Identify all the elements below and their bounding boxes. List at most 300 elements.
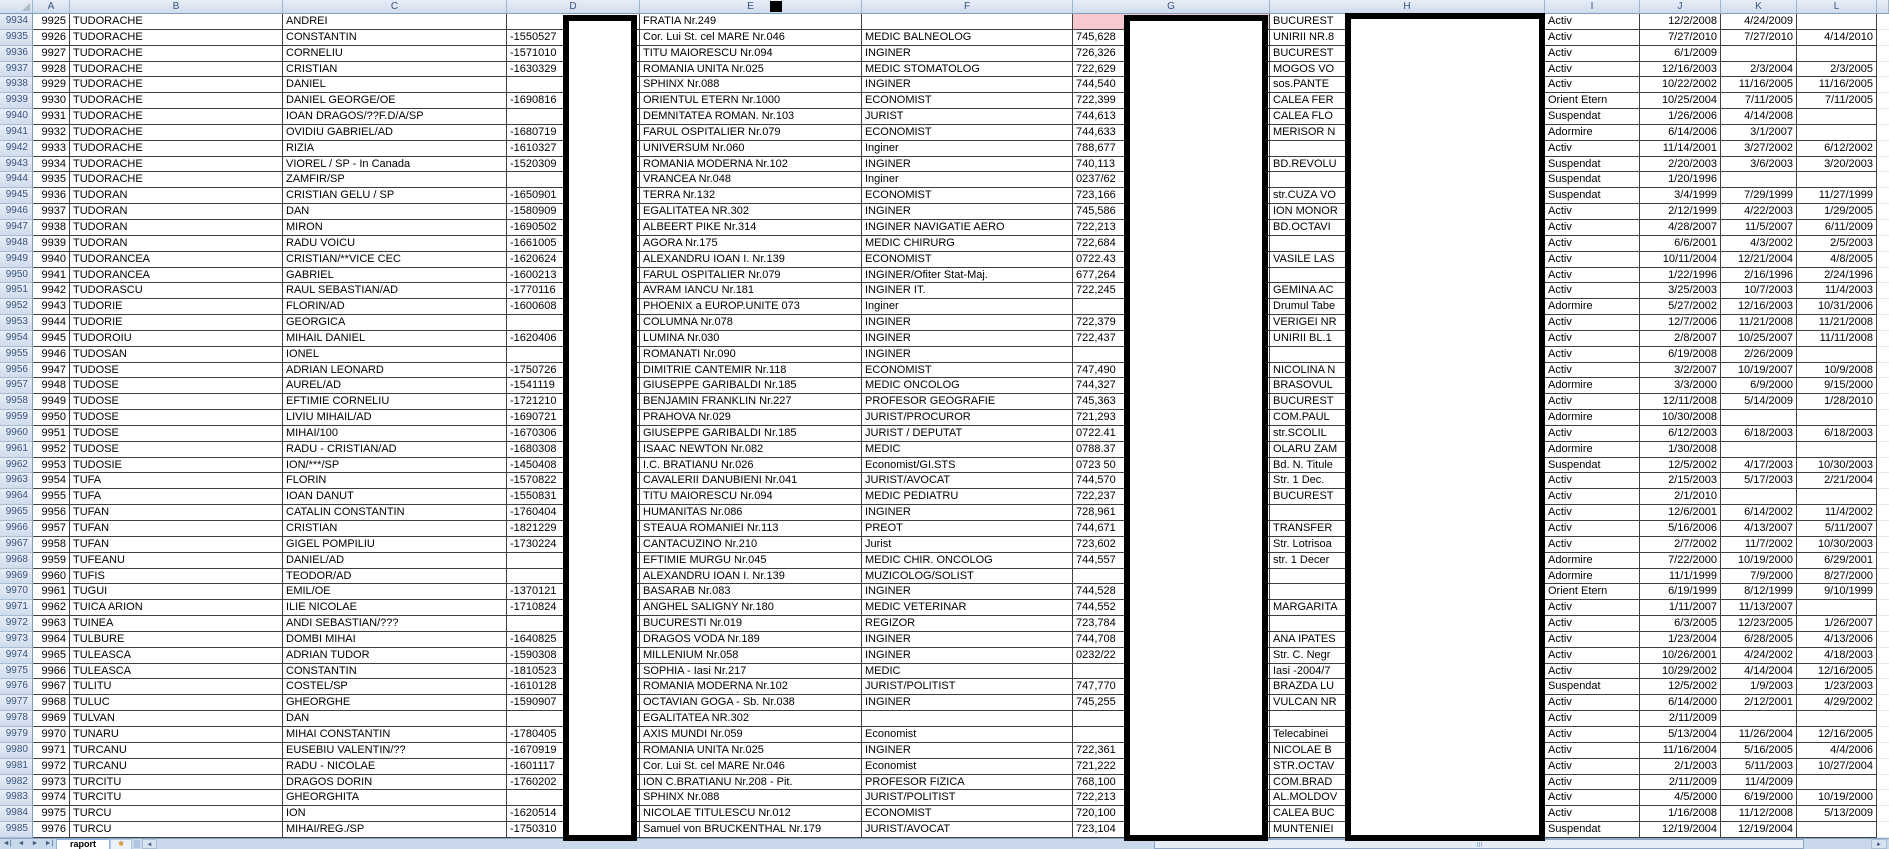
- cell-I9943[interactable]: Suspendat: [1545, 157, 1640, 173]
- cell-B9937[interactable]: TUDORACHE: [70, 62, 283, 78]
- cell-partial-9984[interactable]: [1877, 806, 1889, 822]
- cell-K9958[interactable]: 5/14/2009: [1721, 394, 1797, 410]
- cell-A9956[interactable]: 9947: [33, 363, 70, 379]
- cell-I9938[interactable]: Activ: [1545, 77, 1640, 93]
- cell-H9938[interactable]: sos.PANTE: [1270, 77, 1545, 93]
- column-header-I[interactable]: I: [1545, 0, 1640, 14]
- cell-C9974[interactable]: ADRIAN TUDOR: [283, 648, 507, 664]
- cell-A9968[interactable]: 9959: [33, 553, 70, 569]
- cell-C9955[interactable]: IONEL: [283, 347, 507, 363]
- row-header-9973[interactable]: 9973: [0, 632, 33, 648]
- cell-E9963[interactable]: CAVALERII DANUBIENI Nr.041: [640, 473, 862, 489]
- cell-B9979[interactable]: TUNARU: [70, 727, 283, 743]
- cell-H9940[interactable]: CALEA FLO: [1270, 109, 1545, 125]
- cell-partial-9945[interactable]: [1877, 188, 1889, 204]
- cell-A9978[interactable]: 9969: [33, 711, 70, 727]
- cell-B9971[interactable]: TUICA ARION: [70, 600, 283, 616]
- cell-G9941[interactable]: 744,633: [1073, 125, 1270, 141]
- cell-J9938[interactable]: 10/22/2002: [1640, 77, 1721, 93]
- cell-J9940[interactable]: 1/26/2006: [1640, 109, 1721, 125]
- cell-B9949[interactable]: TUDORANCEA: [70, 252, 283, 268]
- cell-partial-9953[interactable]: [1877, 315, 1889, 331]
- column-header-K[interactable]: K: [1721, 0, 1797, 14]
- cell-F9947[interactable]: INGINER NAVIGATIE AERO: [862, 220, 1073, 236]
- cell-C9958[interactable]: EFTIMIE CORNELIU: [283, 394, 507, 410]
- cell-I9961[interactable]: Adormire: [1545, 442, 1640, 458]
- cell-J9944[interactable]: 1/20/1996: [1640, 172, 1721, 188]
- cell-G9966[interactable]: 744,671: [1073, 521, 1270, 537]
- row-header-9967[interactable]: 9967: [0, 537, 33, 553]
- cell-I9934[interactable]: Activ: [1545, 14, 1640, 30]
- cell-C9970[interactable]: EMIL/OE: [283, 584, 507, 600]
- cell-E9976[interactable]: ROMANIA MODERNA Nr.102: [640, 679, 862, 695]
- cell-A9957[interactable]: 9948: [33, 378, 70, 394]
- cell-C9957[interactable]: AUREL/AD: [283, 378, 507, 394]
- cell-partial-9961[interactable]: [1877, 442, 1889, 458]
- cell-B9965[interactable]: TUFAN: [70, 505, 283, 521]
- cell-B9975[interactable]: TULEASCA: [70, 664, 283, 680]
- cell-E9946[interactable]: EGALITATEA NR.302: [640, 204, 862, 220]
- cell-A9963[interactable]: 9954: [33, 473, 70, 489]
- cell-L9947[interactable]: 6/11/2009: [1797, 220, 1877, 236]
- cell-L9966[interactable]: 5/11/2007: [1797, 521, 1877, 537]
- cell-partial-9958[interactable]: [1877, 394, 1889, 410]
- cell-F9979[interactable]: Economist: [862, 727, 1073, 743]
- cell-I9935[interactable]: Activ: [1545, 30, 1640, 46]
- cell-K9966[interactable]: 4/13/2007: [1721, 521, 1797, 537]
- cell-K9979[interactable]: 11/26/2004: [1721, 727, 1797, 743]
- cell-G9965[interactable]: 728,961: [1073, 505, 1270, 521]
- cell-B9961[interactable]: TUDOSE: [70, 442, 283, 458]
- cell-K9981[interactable]: 5/11/2003: [1721, 759, 1797, 775]
- cell-B9953[interactable]: TUDORIE: [70, 315, 283, 331]
- cell-K9963[interactable]: 5/17/2003: [1721, 473, 1797, 489]
- cell-E9940[interactable]: DEMNITATEA ROMAN. Nr.103: [640, 109, 862, 125]
- cell-E9975[interactable]: SOPHIA - Iasi Nr.217: [640, 664, 862, 680]
- cell-C9965[interactable]: CATALIN CONSTANTIN: [283, 505, 507, 521]
- cell-I9968[interactable]: Adormire: [1545, 553, 1640, 569]
- cell-I9952[interactable]: Adormire: [1545, 299, 1640, 315]
- cell-A9981[interactable]: 9972: [33, 759, 70, 775]
- cell-I9962[interactable]: Suspendat: [1545, 458, 1640, 474]
- cell-partial-9981[interactable]: [1877, 759, 1889, 775]
- row-header-9972[interactable]: 9972: [0, 616, 33, 632]
- cell-K9951[interactable]: 10/7/2003: [1721, 283, 1797, 299]
- cell-I9947[interactable]: Activ: [1545, 220, 1640, 236]
- cell-A9974[interactable]: 9965: [33, 648, 70, 664]
- cell-H9939[interactable]: CALEA FER: [1270, 93, 1545, 109]
- cell-K9974[interactable]: 4/24/2002: [1721, 648, 1797, 664]
- row-header-9942[interactable]: 9942: [0, 141, 33, 157]
- cell-partial-9944[interactable]: [1877, 172, 1889, 188]
- cell-A9971[interactable]: 9962: [33, 600, 70, 616]
- cell-H9952[interactable]: Drumul Tabe: [1270, 299, 1545, 315]
- cell-C9968[interactable]: DANIEL/AD: [283, 553, 507, 569]
- cell-partial-9964[interactable]: [1877, 489, 1889, 505]
- cell-C9971[interactable]: ILIE NICOLAE: [283, 600, 507, 616]
- row-header-9981[interactable]: 9981: [0, 759, 33, 775]
- cell-A9970[interactable]: 9961: [33, 584, 70, 600]
- column-header-J[interactable]: J: [1640, 0, 1721, 14]
- cell-E9952[interactable]: PHOENIX a EUROP.UNITE 073: [640, 299, 862, 315]
- cell-A9985[interactable]: 9976: [33, 822, 70, 838]
- cell-H9962[interactable]: Bd. N. Titule: [1270, 458, 1545, 474]
- cell-H9951[interactable]: GEMINA AC: [1270, 283, 1545, 299]
- row-header-9961[interactable]: 9961: [0, 442, 33, 458]
- cell-E9958[interactable]: BENJAMIN FRANKLIN Nr.227: [640, 394, 862, 410]
- cell-E9959[interactable]: PRAHOVA Nr.029: [640, 410, 862, 426]
- cell-J9978[interactable]: 2/11/2009: [1640, 711, 1721, 727]
- cell-partial-9947[interactable]: [1877, 220, 1889, 236]
- cell-G9945[interactable]: 723,166: [1073, 188, 1270, 204]
- cell-E9936[interactable]: TITU MAIORESCU Nr.094: [640, 46, 862, 62]
- cell-I9957[interactable]: Adormire: [1545, 378, 1640, 394]
- cell-K9949[interactable]: 12/21/2004: [1721, 252, 1797, 268]
- cell-L9963[interactable]: 2/21/2004: [1797, 473, 1877, 489]
- cell-A9965[interactable]: 9956: [33, 505, 70, 521]
- cell-C9978[interactable]: DAN: [283, 711, 507, 727]
- cell-partial-9979[interactable]: [1877, 727, 1889, 743]
- cell-B9951[interactable]: TUDORASCU: [70, 283, 283, 299]
- cell-B9935[interactable]: TUDORACHE: [70, 30, 283, 46]
- cell-F9959[interactable]: JURIST/PROCUROR: [862, 410, 1073, 426]
- cell-J9958[interactable]: 12/11/2008: [1640, 394, 1721, 410]
- cell-K9976[interactable]: 1/9/2003: [1721, 679, 1797, 695]
- cell-K9944[interactable]: [1721, 172, 1797, 188]
- cell-partial-9950[interactable]: [1877, 268, 1889, 284]
- cell-L9956[interactable]: 10/9/2008: [1797, 363, 1877, 379]
- cell-E9977[interactable]: OCTAVIAN GOGA - Sb. Nr.038: [640, 695, 862, 711]
- cell-K9967[interactable]: 11/7/2002: [1721, 537, 1797, 553]
- cell-partial-9935[interactable]: [1877, 30, 1889, 46]
- cell-partial-9982[interactable]: [1877, 775, 1889, 791]
- row-header-9938[interactable]: 9938: [0, 77, 33, 93]
- cell-I9951[interactable]: Activ: [1545, 283, 1640, 299]
- cell-C9936[interactable]: CORNELIU: [283, 46, 507, 62]
- cell-B9952[interactable]: TUDORIE: [70, 299, 283, 315]
- cell-A9960[interactable]: 9951: [33, 426, 70, 442]
- cell-L9954[interactable]: 11/11/2008: [1797, 331, 1877, 347]
- cell-C9948[interactable]: RADU VOICU: [283, 236, 507, 252]
- cell-C9950[interactable]: GABRIEL: [283, 268, 507, 284]
- cell-C9949[interactable]: CRISTIAN/**VICE CEC: [283, 252, 507, 268]
- cell-E9947[interactable]: ALBEERT PIKE Nr.314: [640, 220, 862, 236]
- cell-K9973[interactable]: 6/28/2005: [1721, 632, 1797, 648]
- cell-K9955[interactable]: 2/26/2009: [1721, 347, 1797, 363]
- cell-G9981[interactable]: 721,222: [1073, 759, 1270, 775]
- row-header-9971[interactable]: 9971: [0, 600, 33, 616]
- cell-C9964[interactable]: IOAN DANUT: [283, 489, 507, 505]
- cell-G9938[interactable]: 744,540: [1073, 77, 1270, 93]
- cell-C9942[interactable]: RIZIA: [283, 141, 507, 157]
- cell-F9977[interactable]: INGINER: [862, 695, 1073, 711]
- row-header-9985[interactable]: 9985: [0, 822, 33, 838]
- cell-C9984[interactable]: ION: [283, 806, 507, 822]
- cell-C9943[interactable]: VIOREL / SP - In Canada: [283, 157, 507, 173]
- cell-L9975[interactable]: 12/16/2005: [1797, 664, 1877, 680]
- row-header-9975[interactable]: 9975: [0, 664, 33, 680]
- cell-I9956[interactable]: Activ: [1545, 363, 1640, 379]
- cell-I9966[interactable]: Activ: [1545, 521, 1640, 537]
- cell-B9974[interactable]: TULEASCA: [70, 648, 283, 664]
- cell-I9955[interactable]: Activ: [1545, 347, 1640, 363]
- cell-F9960[interactable]: JURIST / DEPUTAT: [862, 426, 1073, 442]
- cell-F9943[interactable]: INGINER: [862, 157, 1073, 173]
- cell-partial-9938[interactable]: [1877, 77, 1889, 93]
- cell-B9950[interactable]: TUDORANCEA: [70, 268, 283, 284]
- row-header-9983[interactable]: 9983: [0, 790, 33, 806]
- cell-C9981[interactable]: RADU - NICOLAE: [283, 759, 507, 775]
- cell-E9942[interactable]: UNIVERSUM Nr.060: [640, 141, 862, 157]
- cell-B9982[interactable]: TURCITU: [70, 775, 283, 791]
- cell-G9944[interactable]: 0237/62: [1073, 172, 1270, 188]
- cell-E9984[interactable]: NICOLAE TITULESCU Nr.012: [640, 806, 862, 822]
- cell-F9966[interactable]: PREOT: [862, 521, 1073, 537]
- cell-A9964[interactable]: 9955: [33, 489, 70, 505]
- cell-G9956[interactable]: 747,490: [1073, 363, 1270, 379]
- cell-J9953[interactable]: 12/7/2006: [1640, 315, 1721, 331]
- cell-L9943[interactable]: 3/20/2003: [1797, 157, 1877, 173]
- cell-J9976[interactable]: 12/5/2002: [1640, 679, 1721, 695]
- cell-E9970[interactable]: BASARAB Nr.083: [640, 584, 862, 600]
- cell-D9964[interactable]: -1550831: [507, 489, 640, 505]
- cell-J9966[interactable]: 5/16/2006: [1640, 521, 1721, 537]
- cell-F9976[interactable]: JURIST/POLITIST: [862, 679, 1073, 695]
- cell-C9935[interactable]: CONSTANTIN: [283, 30, 507, 46]
- cell-G9951[interactable]: 722,245: [1073, 283, 1270, 299]
- cell-I9983[interactable]: Activ: [1545, 790, 1640, 806]
- cell-K9971[interactable]: 11/13/2007: [1721, 600, 1797, 616]
- cell-D9945[interactable]: -1650901: [507, 188, 640, 204]
- cell-E9971[interactable]: ANGHEL SALIGNY Nr.180: [640, 600, 862, 616]
- cell-E9978[interactable]: EGALITATEA NR.302: [640, 711, 862, 727]
- cell-H9984[interactable]: CALEA BUC: [1270, 806, 1545, 822]
- row-header-9980[interactable]: 9980: [0, 743, 33, 759]
- cell-A9969[interactable]: 9960: [33, 569, 70, 585]
- cell-C9983[interactable]: GHEORGHITA: [283, 790, 507, 806]
- cell-B9955[interactable]: TUDOSAN: [70, 347, 283, 363]
- cell-K9957[interactable]: 6/9/2000: [1721, 378, 1797, 394]
- cell-L9950[interactable]: 2/24/1996: [1797, 268, 1877, 284]
- row-header-9957[interactable]: 9957: [0, 378, 33, 394]
- cell-E9939[interactable]: ORIENTUL ETERN Nr.1000: [640, 93, 862, 109]
- cell-A9962[interactable]: 9953: [33, 458, 70, 474]
- cell-D9962[interactable]: -1450408: [507, 458, 640, 474]
- cell-H9982[interactable]: COM.BRAD: [1270, 775, 1545, 791]
- cell-partial-9966[interactable]: [1877, 521, 1889, 537]
- cell-J9977[interactable]: 6/14/2000: [1640, 695, 1721, 711]
- cell-D9942[interactable]: -1610327: [507, 141, 640, 157]
- cell-partial-9973[interactable]: [1877, 632, 1889, 648]
- cell-B9984[interactable]: TURCU: [70, 806, 283, 822]
- cell-F9941[interactable]: ECONOMIST: [862, 125, 1073, 141]
- cell-F9942[interactable]: Inginer: [862, 141, 1073, 157]
- cell-G9974[interactable]: 0232/22: [1073, 648, 1270, 664]
- cell-G9970[interactable]: 744,528: [1073, 584, 1270, 600]
- cell-G9968[interactable]: 744,557: [1073, 553, 1270, 569]
- cell-partial-9949[interactable]: [1877, 252, 1889, 268]
- cell-F9956[interactable]: ECONOMIST: [862, 363, 1073, 379]
- cell-partial-9985[interactable]: [1877, 822, 1889, 838]
- cell-K9965[interactable]: 6/14/2002: [1721, 505, 1797, 521]
- cell-C9972[interactable]: ANDI SEBASTIAN/???: [283, 616, 507, 632]
- cell-L9985[interactable]: [1797, 822, 1877, 838]
- cell-K9983[interactable]: 6/19/2000: [1721, 790, 1797, 806]
- cell-C9934[interactable]: ANDREI: [283, 14, 507, 30]
- cell-D9947[interactable]: -1690502: [507, 220, 640, 236]
- cell-partial-9983[interactable]: [1877, 790, 1889, 806]
- cell-F9972[interactable]: REGIZOR: [862, 616, 1073, 632]
- cell-A9954[interactable]: 9945: [33, 331, 70, 347]
- cell-F9952[interactable]: Inginer: [862, 299, 1073, 315]
- row-header-9977[interactable]: 9977: [0, 695, 33, 711]
- first-sheet-icon[interactable]: ◄|: [2, 840, 12, 847]
- cell-K9978[interactable]: [1721, 711, 1797, 727]
- cell-L9941[interactable]: [1797, 125, 1877, 141]
- prev-sheet-icon[interactable]: ◄: [17, 840, 25, 847]
- cell-K9945[interactable]: 7/29/1999: [1721, 188, 1797, 204]
- cell-I9984[interactable]: Activ: [1545, 806, 1640, 822]
- cell-K9968[interactable]: 10/19/2000: [1721, 553, 1797, 569]
- cell-partial-9972[interactable]: [1877, 616, 1889, 632]
- cell-H9935[interactable]: UNIRII NR.8: [1270, 30, 1545, 46]
- cell-J9934[interactable]: 12/2/2008: [1640, 14, 1721, 30]
- cell-B9966[interactable]: TUFAN: [70, 521, 283, 537]
- cell-G9977[interactable]: 745,255: [1073, 695, 1270, 711]
- cell-F9973[interactable]: INGINER: [862, 632, 1073, 648]
- cell-E9934[interactable]: FRATIA Nr.249: [640, 14, 862, 30]
- cell-H9937[interactable]: MOGOS VO: [1270, 62, 1545, 78]
- cell-G9971[interactable]: 744,552: [1073, 600, 1270, 616]
- cell-G9958[interactable]: 745,363: [1073, 394, 1270, 410]
- cell-F9945[interactable]: ECONOMIST: [862, 188, 1073, 204]
- cell-E9980[interactable]: ROMANIA UNITA Nr.025: [640, 743, 862, 759]
- cell-G9939[interactable]: 722,399: [1073, 93, 1270, 109]
- cell-G9985[interactable]: 723,104: [1073, 822, 1270, 838]
- cell-D9935[interactable]: -1550527: [507, 30, 640, 46]
- cell-partial-9957[interactable]: [1877, 378, 1889, 394]
- cell-H9974[interactable]: Str. C. Negr: [1270, 648, 1545, 664]
- cell-J9952[interactable]: 5/27/2002: [1640, 299, 1721, 315]
- cell-G9953[interactable]: 722,379: [1073, 315, 1270, 331]
- cell-H9968[interactable]: str. 1 Decer: [1270, 553, 1545, 569]
- cell-D9970[interactable]: -1370121: [507, 584, 640, 600]
- cell-G9960[interactable]: 0722.41: [1073, 426, 1270, 442]
- cell-L9939[interactable]: 7/11/2005: [1797, 93, 1877, 109]
- cell-I9946[interactable]: Activ: [1545, 204, 1640, 220]
- cell-J9946[interactable]: 2/12/1999: [1640, 204, 1721, 220]
- cell-F9971[interactable]: MEDIC VETERINAR: [862, 600, 1073, 616]
- cell-G9983[interactable]: 722,213: [1073, 790, 1270, 806]
- cell-J9943[interactable]: 2/20/2003: [1640, 157, 1721, 173]
- cell-A9934[interactable]: 9925: [33, 14, 70, 30]
- cell-F9984[interactable]: ECONOMIST: [862, 806, 1073, 822]
- cell-E9941[interactable]: FARUL OSPITALIER Nr.079: [640, 125, 862, 141]
- cell-K9980[interactable]: 5/16/2005: [1721, 743, 1797, 759]
- cell-F9944[interactable]: Inginer: [862, 172, 1073, 188]
- row-header-9943[interactable]: 9943: [0, 157, 33, 173]
- cell-J9950[interactable]: 1/22/1996: [1640, 268, 1721, 284]
- cell-C9953[interactable]: GEORGICA: [283, 315, 507, 331]
- cell-J9967[interactable]: 2/7/2002: [1640, 537, 1721, 553]
- cell-D9982[interactable]: -1760202: [507, 775, 640, 791]
- column-header-G[interactable]: G: [1073, 0, 1270, 14]
- cell-F9974[interactable]: INGINER: [862, 648, 1073, 664]
- cell-E9955[interactable]: ROMANATI Nr.090: [640, 347, 862, 363]
- cell-D9943[interactable]: -1520309: [507, 157, 640, 173]
- cell-C9963[interactable]: FLORIN: [283, 473, 507, 489]
- cell-H9945[interactable]: str.CUZA VO: [1270, 188, 1545, 204]
- cell-G9943[interactable]: 740,113: [1073, 157, 1270, 173]
- cell-I9969[interactable]: Adormire: [1545, 569, 1640, 585]
- cell-H9967[interactable]: Str. Lotrisoa: [1270, 537, 1545, 553]
- row-header-9970[interactable]: 9970: [0, 584, 33, 600]
- cell-D9980[interactable]: -1670919: [507, 743, 640, 759]
- cell-H9971[interactable]: MARGARITA: [1270, 600, 1545, 616]
- row-header-9941[interactable]: 9941: [0, 125, 33, 141]
- cell-L9965[interactable]: 11/4/2002: [1797, 505, 1877, 521]
- cell-F9965[interactable]: INGINER: [862, 505, 1073, 521]
- cell-A9966[interactable]: 9957: [33, 521, 70, 537]
- cell-L9948[interactable]: 2/5/2003: [1797, 236, 1877, 252]
- cell-K9950[interactable]: 2/16/1996: [1721, 268, 1797, 284]
- cell-partial-9970[interactable]: [1877, 584, 1889, 600]
- cell-F9983[interactable]: JURIST/POLITIST: [862, 790, 1073, 806]
- cell-K9969[interactable]: 7/9/2000: [1721, 569, 1797, 585]
- cell-B9946[interactable]: TUDORAN: [70, 204, 283, 220]
- cell-partial-9946[interactable]: [1877, 204, 1889, 220]
- cell-partial-9974[interactable]: [1877, 648, 1889, 664]
- cell-C9980[interactable]: EUSEBIU VALENTIN/??: [283, 743, 507, 759]
- cell-D9950[interactable]: -1600213: [507, 268, 640, 284]
- cell-B9969[interactable]: TUFIS: [70, 569, 283, 585]
- cell-L9972[interactable]: 1/26/2007: [1797, 616, 1877, 632]
- cell-J9972[interactable]: 6/3/2005: [1640, 616, 1721, 632]
- cell-I9941[interactable]: Adormire: [1545, 125, 1640, 141]
- cell-B9944[interactable]: TUDORACHE: [70, 172, 283, 188]
- cell-H9946[interactable]: ION MONOR: [1270, 204, 1545, 220]
- cell-D9956[interactable]: -1750726: [507, 363, 640, 379]
- cell-G9964[interactable]: 722,237: [1073, 489, 1270, 505]
- cell-B9973[interactable]: TULBURE: [70, 632, 283, 648]
- cell-A9980[interactable]: 9971: [33, 743, 70, 759]
- cell-partial-9959[interactable]: [1877, 410, 1889, 426]
- cell-partial-9971[interactable]: [1877, 600, 1889, 616]
- row-header-9944[interactable]: 9944: [0, 172, 33, 188]
- row-header-9939[interactable]: 9939: [0, 93, 33, 109]
- cell-E9967[interactable]: CANTACUZINO Nr.210: [640, 537, 862, 553]
- cell-F9935[interactable]: MEDIC BALNEOLOG: [862, 30, 1073, 46]
- cell-E9953[interactable]: COLUMNA Nr.078: [640, 315, 862, 331]
- cell-H9964[interactable]: BUCUREST: [1270, 489, 1545, 505]
- cell-K9938[interactable]: 11/16/2005: [1721, 77, 1797, 93]
- cell-L9970[interactable]: 9/10/1999: [1797, 584, 1877, 600]
- cell-I9960[interactable]: Activ: [1545, 426, 1640, 442]
- cell-J9971[interactable]: 1/11/2007: [1640, 600, 1721, 616]
- cell-H9958[interactable]: BUCUREST: [1270, 394, 1545, 410]
- cell-partial-9967[interactable]: [1877, 537, 1889, 553]
- cell-K9941[interactable]: 3/1/2007: [1721, 125, 1797, 141]
- cell-K9939[interactable]: 7/11/2005: [1721, 93, 1797, 109]
- row-header-9952[interactable]: 9952: [0, 299, 33, 315]
- cell-C9951[interactable]: RAUL SEBASTIAN/AD: [283, 283, 507, 299]
- cell-F9948[interactable]: MEDIC CHIRURG: [862, 236, 1073, 252]
- cell-K9956[interactable]: 10/19/2007: [1721, 363, 1797, 379]
- cell-K9937[interactable]: 2/3/2004: [1721, 62, 1797, 78]
- cell-J9979[interactable]: 5/13/2004: [1640, 727, 1721, 743]
- cell-E9969[interactable]: ALEXANDRU IOAN I. Nr.139: [640, 569, 862, 585]
- cell-C9979[interactable]: MIHAI CONSTANTIN: [283, 727, 507, 743]
